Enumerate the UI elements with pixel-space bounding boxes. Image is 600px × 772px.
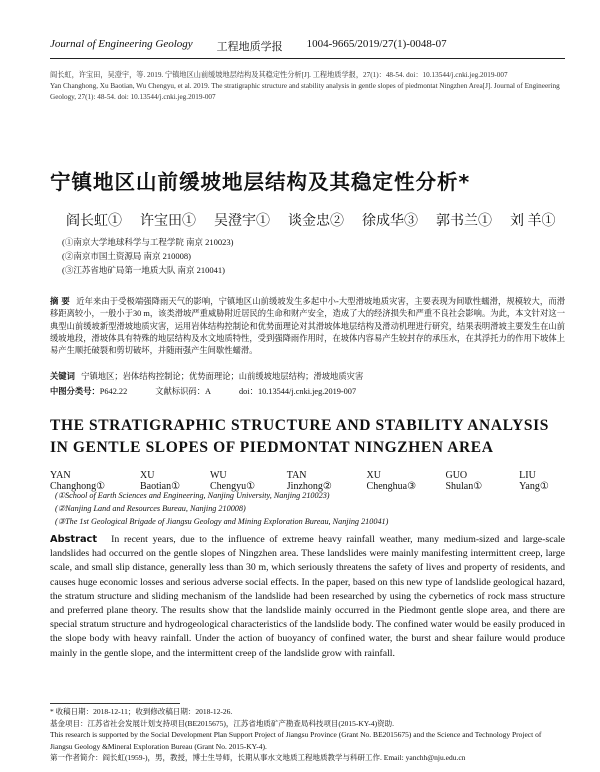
author-cn: 许宝田① [140,214,196,229]
author-en: WU Chengyu① [209,470,256,492]
affiliation-en: (①School of Earth Sciences and Engineering, Nanjing University, Nanjing 210023) [55,491,330,500]
footnote-author-bio: 第一作者简介：阎长虹(1959-)，男，教授，博士生导师，长期从事水文地质工程地质教学与科研工作. Email: yanchh@nju.edu.cn [50,753,466,762]
footnote-funding-en: This research is supported by the Social Development Plan Support Project of Jiangsu Province (Grant No. BE2015675) and the Science and Technology Project of Jiangsu Geology &Mineral Exploration Bureau (Grant No. 2015-KY-4). [50,730,542,751]
footnotes [50,706,565,764]
author-en: GUO Shulan① [445,470,483,492]
clc-label: 中图分类号： [50,386,100,396]
author-cn: 吴澄宇① [214,214,270,229]
affiliation-cn: (①南京大学地球科学与工程学院 南京 210023) [62,237,234,247]
footnote-divider [50,703,180,704]
doi-label: doi： [239,387,258,396]
clc-value: P642.22 [99,387,128,396]
author-cn: 刘 羊① [510,214,556,229]
citation-en: Yan Changhong, Xu Baotian, Wu Chengyu, et al. 2019. The stratigraphic structure and stability analysis in gentle slopes of piedmontat Ningzhen Area[J]. Journal of Engineering Geology, 27(1): 48-54. doi: 10.13544/j.cnki.jeg.2019-007 [50,82,560,101]
doc-code-value: A [205,387,212,396]
issn-info: 1004-9665/2019/27(1)-0048-07 [306,38,447,50]
abstract-en-text: In recent years, due to the influence of extreme heavy rainfall weather, many medium-sized and large-scale landslides had occurred on the gentle slopes of Ningzhen area. These landslides were mainly manifesting intermittent creep, large scale, and small slip distance, generally less than 30 m, which seriously threatens the safety of lives and property of residents, and causes huge economic losses and serious adverse social effects. In the paper, based on this new type of landslide geological hazard, the stratum structure and sliding mechanism of the landslide had been researched by using the cybernetics of rock mass structure and preferred plane theory. The results show that the landslide mainly occurred in the Piedmont gentle slope area, and there are special stratum structure and hydrogeological characteristics of the landslide body. The confined water would be easily produced in the slope body with heavy rainfall. Under the action of buoyancy of confined water, the burst and shear failure would produce mainly in the gentle slope, and the intermittent creep of the landslide grow with rainfall. [50,534,565,659]
citation-block [50,70,565,103]
author-en: LIU Yang① [519,470,549,492]
title-cn: 宁镇地区山前缓坡地层结构及其稳定性分析* [50,170,471,194]
affiliation-en: (②Nanjing Land and Resources Bureau, Nanjing 210008) [55,504,246,513]
author-cn: 徐成华③ [362,214,418,229]
keywords-cn-label: 关键词 [50,371,75,381]
author-en: XU Baotian① [139,470,181,492]
keywords-cn [50,370,565,382]
author-en: XU Chenghua③ [366,470,417,492]
journal-name-cn: 工程地质学报 [216,41,283,53]
doc-code-label: 文献标识码： [155,387,206,396]
affiliation-en: (③The 1st Geological Brigade of Jiangsu Geology and Mining Exploration Bureau, Nanjing 210041) [55,517,389,526]
abstract-cn-text: 近年来由于受极端强降雨天气的影响，宁镇地区山前缓坡发生多起中小-大型滑坡地质灾害，主要表现为间歇性蠕滑，规模较大，而滑移距离较小，一般小于30 m，该类滑坡严重威胁附近居民的生命和财产安全，造成了大的经济损失和严重不良社会影响。为此，本文针对这一典型山前缓坡新型滑坡地质灾害，运用岩体结构控制论和优势面理论对其滑坡体地层结构及滑动机理进行研究，结果表明滑坡主要发生在山前缓坡地段，滑坡体具有特殊的地层结构及水文地质特性，受到强降雨作用时，在坡体内容易产生较封存的承压水，在其浮托力的作用下坡体上易产生顺托破裂和剪切破坏，并随雨强产生间歇性蠕滑。 [50,297,565,356]
affiliation-cn: (③江苏省地矿局第一地质大队 南京 210041) [62,265,225,275]
keywords-cn-text: 宁镇地区；岩体结构控制论；优势面理论；山前缓坡地层结构；滑坡地质灾害 [81,372,364,381]
footnote-funding-cn: 基金项目：江苏省社会发展计划支持项目(BE2015675)，江苏省地质矿产勘查局科技项目(2015-KY-4)资助. [50,718,394,728]
author-cn: 阎长虹① [66,214,122,229]
footnote-received: * 收稿日期：2018-12-11；收到修改稿日期：2018-12-26. [50,707,233,716]
author-en: TAN Jinzhong② [286,470,332,492]
affiliation-cn: (②南京市国土资源局 南京 210008) [62,251,191,261]
abstract-en [50,533,565,661]
doi-value: 10.13544/j.cnki.jeg.2019-007 [257,387,357,396]
author-cn: 郭书兰① [436,214,492,229]
title-en: THE STRATIGRAPHIC STRUCTURE AND STABILITY ANALYSIS IN GENTLE SLOPES OF PIEDMONTAT NINGZHEN AREA [50,417,550,456]
abstract-cn-label: 摘 要 [50,296,70,306]
journal-header [50,38,565,59]
authors-cn [66,210,556,230]
abstract-en-label: Abstract [50,534,98,545]
author-en: YAN Changhong① [50,470,106,492]
citation-cn: 阎长虹，许宝田，吴澄宇，等. 2019. 宁镇地区山前缓坡地层结构及其稳定性分析[J]. 工程地质学报，27(1)：48-54. doi：10.13544/j.cnki.jeg.2019-007 [50,71,508,79]
author-cn: 谈金忠② [288,214,344,229]
classification-cn [50,385,565,397]
journal-name: Journal of Engineering Geology [50,38,193,50]
authors-en [50,470,565,492]
abstract-cn [50,295,565,357]
